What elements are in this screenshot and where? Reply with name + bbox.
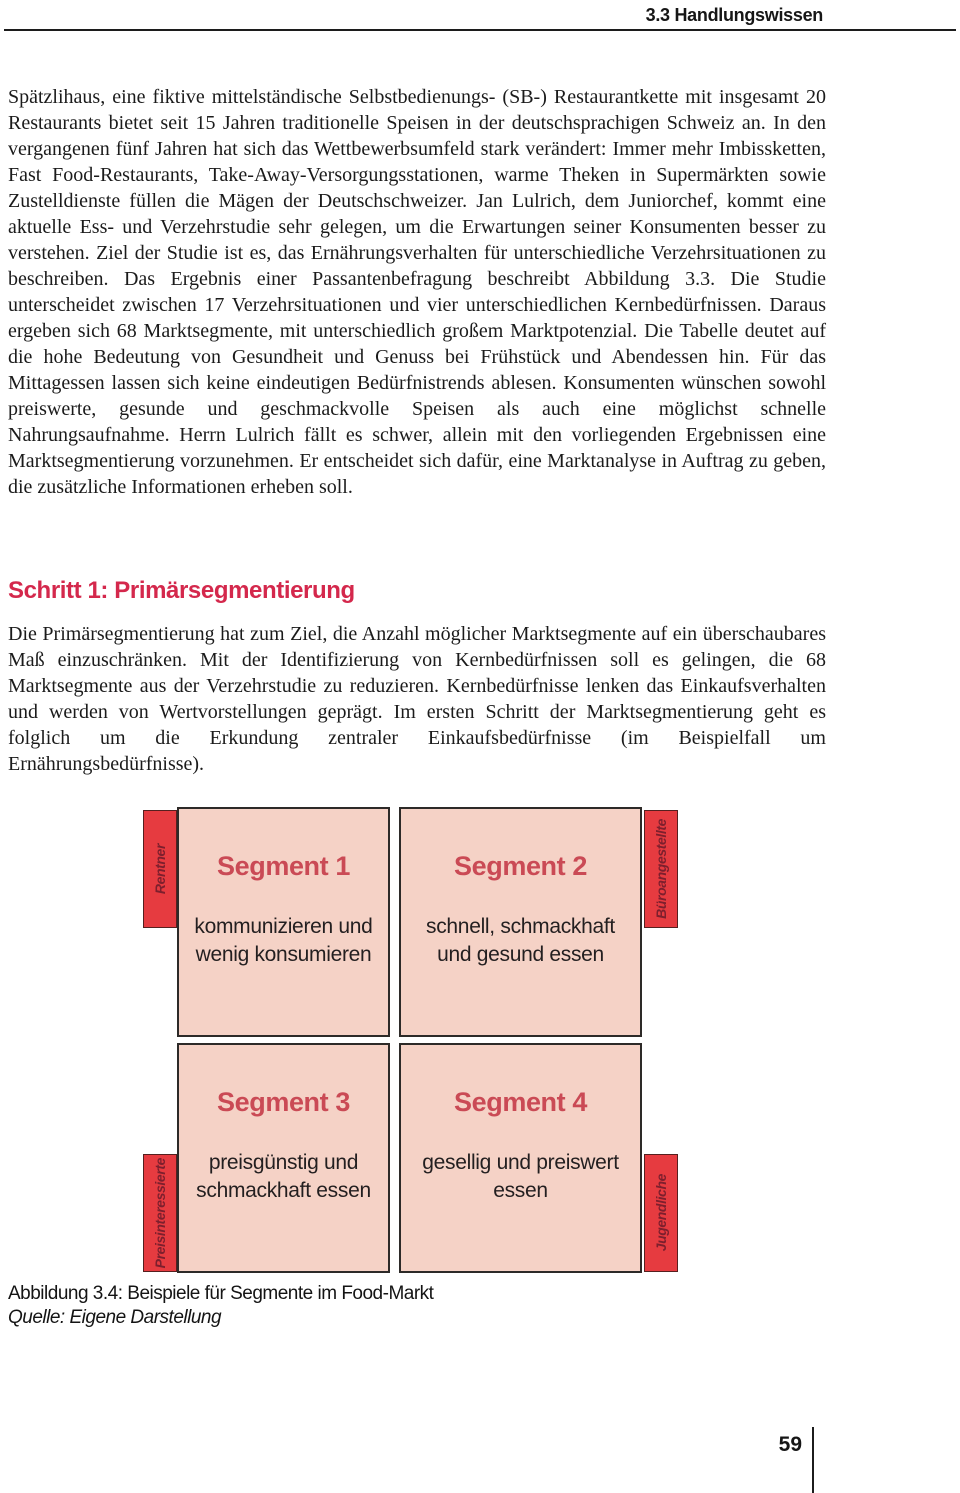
figure-tab-rentner [143, 810, 177, 928]
figure-tab-preisinteressierte-label: Preisinteressierte [152, 1157, 168, 1269]
figure-segment-3-description: preisgünstig und schmackhaft essen [196, 1151, 371, 1202]
header-rule [4, 29, 956, 31]
figure-segment-3-title: Segment 3 [217, 1087, 350, 1117]
figure-segment-3-box [177, 1043, 390, 1273]
chapter-header: 3.3 Handlungswissen [645, 5, 823, 25]
section-paragraph: Die Primärsegmentierung hat zum Ziel, die Anzahl möglicher Marktsegmente auf ein überschaubares Maß einzuschränken. Mit der Identifizierung von Kernbedürfnissen soll es gelingen, die 68 Marktsegmente aus der Verzehrstudie zu reduzieren. Kernbedürfnisse lenken das Einkaufsverhalten und werden von Wertvorstellungen geprägt. Im ersten Schritt der Marktsegmentierung geht es folglich um die Erkundung zentraler Einkaufsbedürfnisse (im Beispielfall um Ernährungsbedürfnisse). [8, 623, 826, 775]
intro-paragraph: Spätzlihaus, eine fiktive mittelständische Selbstbedienungs- (SB-) Restaurantkette mit insgesamt 20 Restaurants bietet seit 15 Jahren traditionelle Speisen in der deutschsprachigen Schweiz an. In den vergangenen fünf Jahren hat sich das Wettbewerbsumfeld stark verändert: Immer mehr Imbissketten, Fast Food-Restaurants, Take-Away-Versorgungsstationen, warme Theken in Supermärkten sowie Zustelldienste füllen die Mägen der Deutschschweizer. Jan Lulrich, dem Juniorchef, kommt eine aktuelle Ess- und Verzehrstudie sehr gelegen, um die Erwartungen seiner Konsumenten besser zu verstehen. Ziel der Studie ist es, das Ernährungsverhalten für unterschiedliche Verzehrsituationen zu beschreiben. Das Ergebnis einer Passantenbefragung beschreibt Abbildung 3.3. Die Studie unterscheidet zwischen 17 Verzehrsituationen und vier unterschiedlichen Kernbedürfnissen. Daraus ergeben sich 68 Marktsegmente, mit unterschiedlich großem Marktpotenzial. Die Tabelle deutet auf die hohe Bedeutung von Gesundheit und Genuss bei Frühstück und Abendessen hin. Für das Mittagessen lassen sich keine eindeutigen Bedürfnistrends ablesen. Konsumenten wünschen sowohl preiswerte, gesunde und geschmackvolle Speisen als auch eine möglichst schnelle Nahrungsaufnahme. Herrn Lulrich fällt es schwer, allein mit den vorliegenden Ergebnissen eine Marktsegmentierung vorzunehmen. Er entscheidet sich dafür, eine Marktanalyse in Auftrag zu geben, die zusätzliche Informationen erheben soll. [8, 86, 826, 498]
figure-segment-2-title: Segment 2 [454, 851, 587, 881]
footer-divider-line [812, 1427, 814, 1493]
figure-tab-bueroangestellte-label: Büroangestellte [653, 819, 669, 919]
figure-tab-bueroangestellte [644, 810, 678, 928]
section-heading: Schritt 1: Primärsegmentierung [8, 577, 355, 604]
figure-segment-1-title: Segment 1 [217, 851, 350, 881]
figure-tab-preisinteressierte [143, 1154, 177, 1272]
figure-segment-2-box [399, 807, 642, 1037]
figure-caption: Abbildung 3.4: Beispiele für Segmente im Food-Markt [8, 1283, 434, 1304]
figure-segment-2-description: schnell, schmackhaft und gesund essen [426, 915, 615, 966]
figure-tab-jugendliche-label: Jugendliche [653, 1174, 669, 1252]
figure-segment-4-description: gesellig und preiswert essen [422, 1151, 619, 1202]
figure-segment-1-description: kommunizieren und wenig konsumieren [194, 915, 373, 966]
page-number: 59 [778, 1433, 802, 1456]
figure-source: Quelle: Eigene Darstellung [8, 1307, 222, 1328]
figure-segment-4-box [399, 1043, 642, 1273]
figure-tab-jugendliche [644, 1154, 678, 1272]
figure-segment-1-box [177, 807, 390, 1037]
figure-segment-4-title: Segment 4 [454, 1087, 587, 1117]
figure-tab-rentner-label: Rentner [152, 843, 168, 895]
